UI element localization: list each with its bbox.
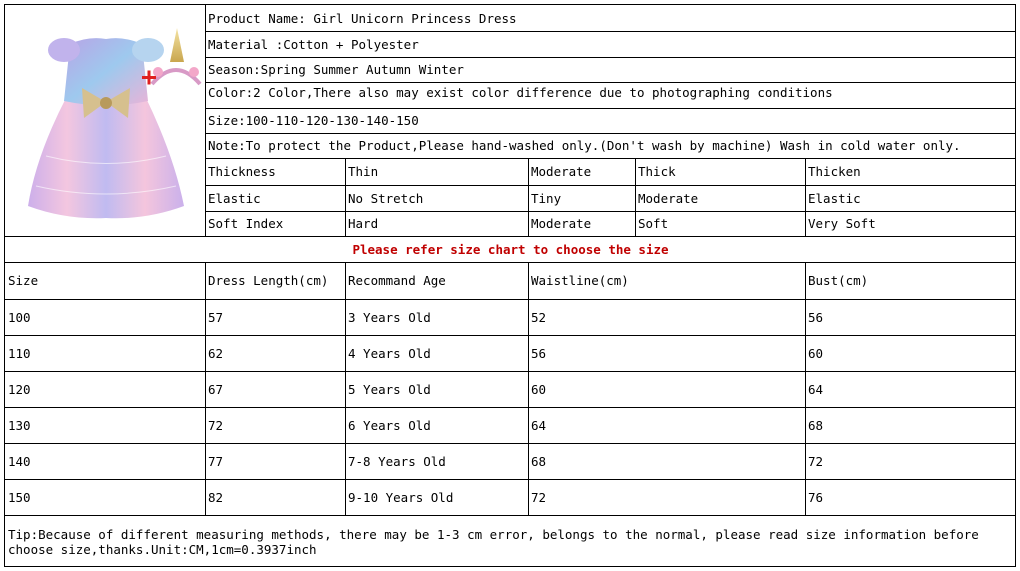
table-row-140-size: 140 bbox=[8, 453, 31, 469]
table-row-130-age: 6 Years Old bbox=[348, 417, 431, 433]
table-row-140-age: 7-8 Years Old bbox=[348, 453, 446, 469]
table-row-130-length: 72 bbox=[208, 417, 224, 433]
prop-soft-label: Soft Index bbox=[208, 216, 284, 231]
table-row-100-age: 3 Years Old bbox=[348, 309, 431, 325]
header-dress-length: Dress Length(cm) bbox=[208, 273, 329, 288]
table-row-100-waist: 52 bbox=[531, 309, 547, 325]
table-row-120-bust: 64 bbox=[808, 381, 824, 397]
measurement-tip: Tip:Because of different measuring methods, there may be 1-3 cm error, belongs to the normal, please read size information before choose size,thanks.Unit:CM,1cm=0.3937inch bbox=[8, 527, 979, 557]
prop-thickness-thick: Thick bbox=[638, 164, 676, 179]
table-row-100-bust: 56 bbox=[808, 309, 824, 325]
table-row-120-waist: 60 bbox=[531, 381, 547, 397]
table-row-100-size: 100 bbox=[8, 309, 31, 325]
product-photo bbox=[6, 6, 205, 235]
table-row-150-waist: 72 bbox=[531, 489, 547, 505]
table-row-110-size: 110 bbox=[8, 345, 31, 361]
header-bust: Bust(cm) bbox=[808, 273, 869, 288]
table-row-100-length: 57 bbox=[208, 309, 224, 325]
table-row-120-age: 5 Years Old bbox=[348, 381, 431, 397]
prop-elastic-label: Elastic bbox=[208, 190, 261, 206]
table-row-120-length: 67 bbox=[208, 381, 224, 397]
prop-thickness-thin: Thin bbox=[348, 164, 379, 179]
color-info: Color:2 Color,There also may exist color difference due to photographing conditions bbox=[208, 85, 833, 100]
prop-soft-verysoft: Very Soft bbox=[808, 216, 876, 231]
table-row-110-age: 4 Years Old bbox=[348, 345, 431, 361]
table-row-130-size: 130 bbox=[8, 417, 31, 433]
prop-elastic-nostretch: No Stretch bbox=[348, 190, 424, 206]
table-row-150-length: 82 bbox=[208, 489, 224, 505]
prop-soft-soft: Soft bbox=[638, 216, 669, 231]
prop-soft-moderate: Moderate bbox=[531, 216, 592, 231]
table-row-140-length: 77 bbox=[208, 453, 224, 469]
header-waistline: Waistline(cm) bbox=[531, 273, 629, 288]
header-size: Size bbox=[8, 273, 39, 288]
size-chart-sheet bbox=[4, 4, 1016, 567]
prop-elastic-moderate: Moderate bbox=[638, 190, 699, 206]
table-row-150-size: 150 bbox=[8, 489, 31, 505]
table-row-130-bust: 68 bbox=[808, 417, 824, 433]
table-row-110-length: 62 bbox=[208, 345, 224, 361]
table-row-110-bust: 60 bbox=[808, 345, 824, 361]
table-row-130-waist: 64 bbox=[531, 417, 547, 433]
size-chart-banner: Please refer size chart to choose the size bbox=[352, 241, 669, 257]
wash-note: Note:To protect the Product,Please hand-washed only.(Don't wash by machine) Wash in cold water only. bbox=[208, 138, 961, 153]
table-row-140-waist: 68 bbox=[531, 453, 547, 469]
prop-thickness-thicken: Thicken bbox=[808, 164, 861, 179]
prop-elastic-elastic: Elastic bbox=[808, 190, 861, 206]
size-range: Size:100-110-120-130-140-150 bbox=[208, 113, 419, 128]
table-row-110-waist: 56 bbox=[531, 345, 547, 361]
table-row-120-size: 120 bbox=[8, 381, 31, 397]
table-row-150-bust: 76 bbox=[808, 489, 824, 505]
prop-thickness-label: Thickness bbox=[208, 164, 276, 179]
table-row-150-age: 9-10 Years Old bbox=[348, 489, 454, 505]
prop-soft-hard: Hard bbox=[348, 216, 379, 231]
material: Material :Cotton + Polyester bbox=[208, 36, 419, 52]
prop-thickness-moderate: Moderate bbox=[531, 164, 592, 179]
season: Season:Spring Summer Autumn Winter bbox=[208, 62, 464, 77]
prop-elastic-tiny: Tiny bbox=[531, 190, 562, 206]
product-name: Product Name: Girl Unicorn Princess Dress bbox=[208, 10, 517, 26]
table-row-140-bust: 72 bbox=[808, 453, 824, 469]
header-age: Recommand Age bbox=[348, 273, 446, 288]
